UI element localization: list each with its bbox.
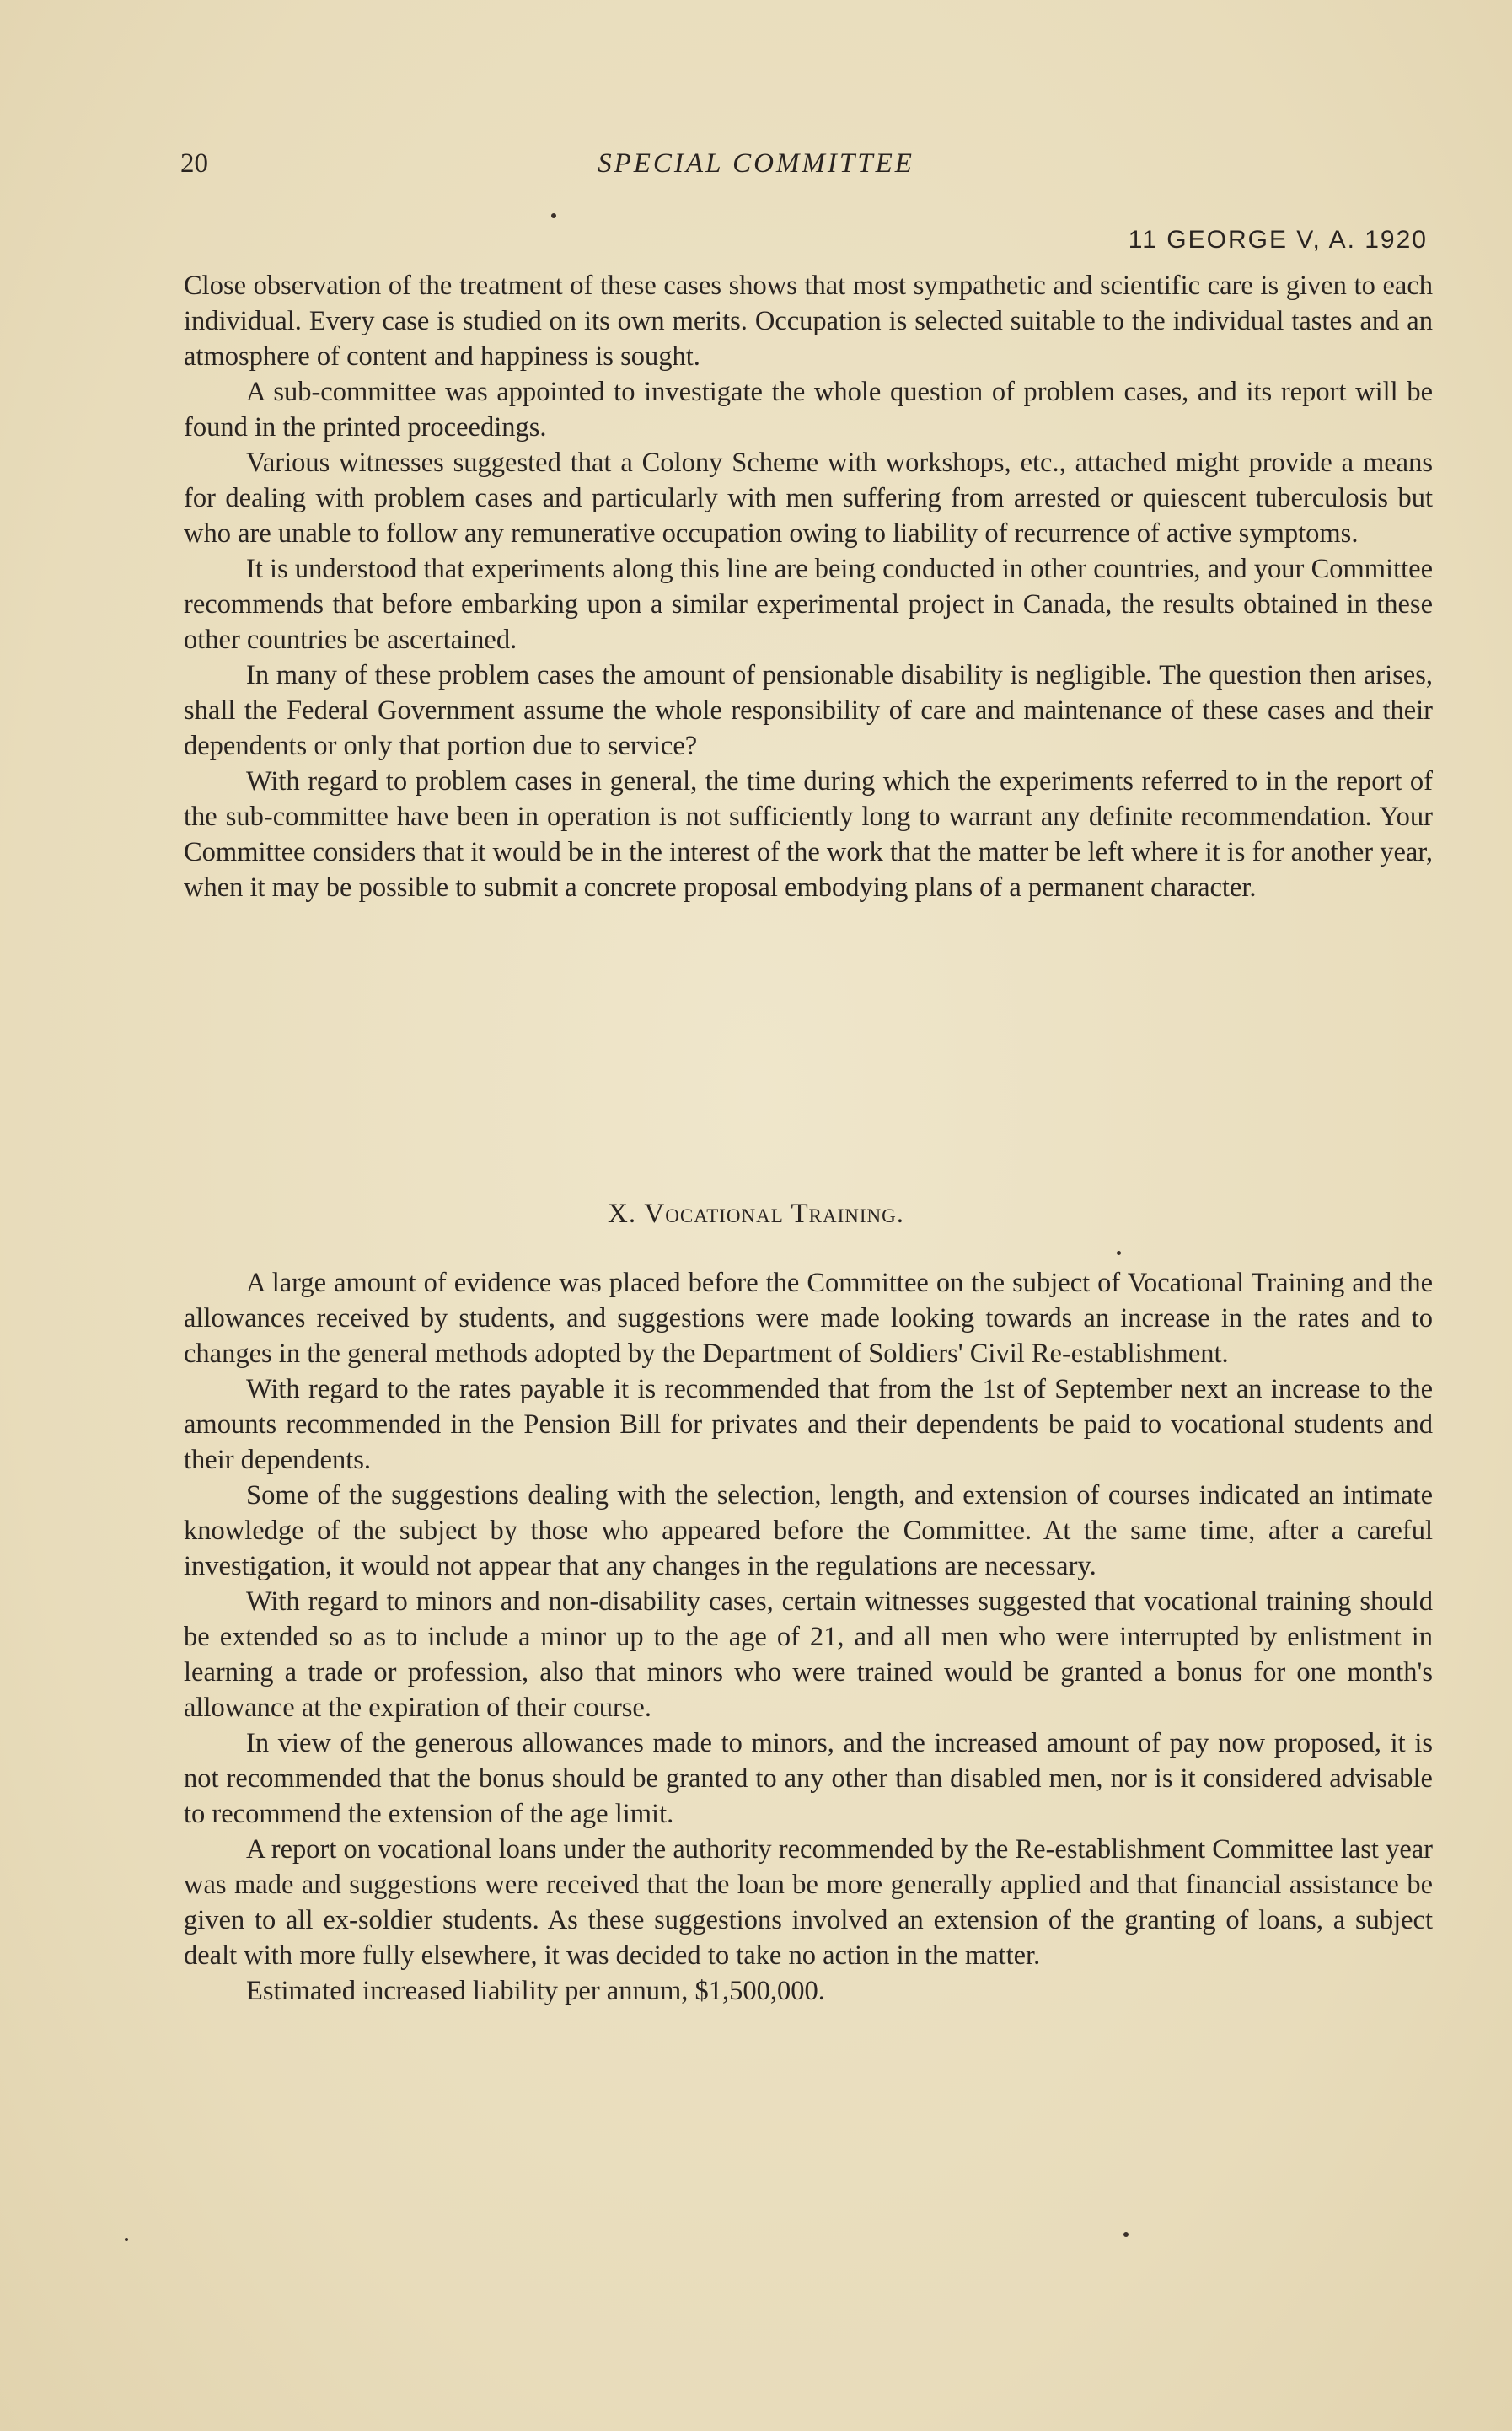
section-number: X. [608,1199,637,1229]
problem-cases-section [184,268,1433,905]
ink-speck [1117,1251,1121,1255]
page-number: 20 [180,148,208,179]
session-reference: 11 GEORGE V, A. 1920 [1128,226,1428,254]
ink-speck [125,2238,128,2241]
paragraph: A large amount of evidence was placed before the Committee on the subject of Vocational Training and the allowances received by students, and suggestions were made looking towards an increase in the rates and to changes in the general methods adopted by the Department of Soldiers' Civil Re-establishment. [184,1268,1433,1369]
paragraph: Some of the suggestions dealing with the selection, length, and extension of courses indicated an intimate knowledge of the subject by those who appeared before the Committee. At the same time, after a careful investigation, it would not appear that any changes in the regulations are necessary. [184,1480,1433,1581]
paragraph: With regard to the rates payable it is recommended that from the 1st of September next an increase to the amounts recommended in the Pension Bill for privates and their dependents be paid to vocational students and their dependents. [184,1374,1433,1475]
paragraph: A sub-committee was appointed to investigate the whole question of problem cases, and its report will be found in the printed proceedings. [184,377,1433,443]
estimated-liability: Estimated increased liability per annum, $1,500,000. [246,1976,825,2006]
ink-speck [1123,2232,1129,2237]
paragraph: A report on vocational loans under the authority recommended by the Re-establishment Committee last year was made and suggestions were received that the loan be more generally applied and that financial assistance be given to all ex-soldier students. As these suggestions involved an extension of the granting of loans, a subject dealt with more fully elsewhere, it was decided to take no action in the matter. [184,1834,1433,1971]
paragraph: With regard to minors and non-disability cases, certain witnesses suggested that vocational training should be extended so as to include a minor up to the age of 21, and all men who were interrupted by enlistment in learning a trade or profession, also that minors who were trained would be granted a bonus for one month's allowance at the expiration of their course. [184,1586,1433,1723]
section-title: Vocational Training. [644,1199,904,1229]
paragraph: In many of these problem cases the amount of pensionable disability is negligible. The question then arises, shall the Federal Government assume the whole responsibility of care and maintenance of these cases and their dependents or only that portion due to service? [184,660,1433,761]
paragraph: Close observation of the treatment of these cases shows that most sympathetic and scientific care is given to each individual. Every case is studied on its own merits. Occupation is selected suitable to the individual tastes and an atmosphere of content and happiness is sought. [184,271,1433,372]
running-head: SPECIAL COMMITTEE [598,148,914,179]
section-heading [0,1199,1512,1230]
paragraph: In view of the generous allowances made to minors, and the increased amount of pay now proposed, it is not recommended that the bonus should be granted to any other than disabled men, nor is it considered advisable to recommend the extension of the age limit. [184,1728,1433,1829]
paragraph: Various witnesses suggested that a Colony Scheme with workshops, etc., attached might provide a means for dealing with problem cases and particularly with men suffering from arrested or quiescent tuberculosis but who are unable to follow any remunerative occupation owing to liability of recurrence of active symptoms. [184,448,1433,549]
ink-speck [551,213,556,218]
vocational-training-section [184,1265,1433,2009]
paragraph: It is understood that experiments along this line are being conducted in other countries, and your Committee recommends that before embarking upon a similar experimental project in Canada, the results obtained in these other countries be ascertained. [184,554,1433,655]
paragraph: With regard to problem cases in general, the time during which the experiments referred to in the report of the sub-committee have been in operation is not sufficiently long to warrant any definite recommendation. Your Committee considers that it would be in the interest of the work that the matter be left where it is for another year, when it may be possible to submit a concrete proposal embodying plans of a permanent character. [184,766,1433,903]
